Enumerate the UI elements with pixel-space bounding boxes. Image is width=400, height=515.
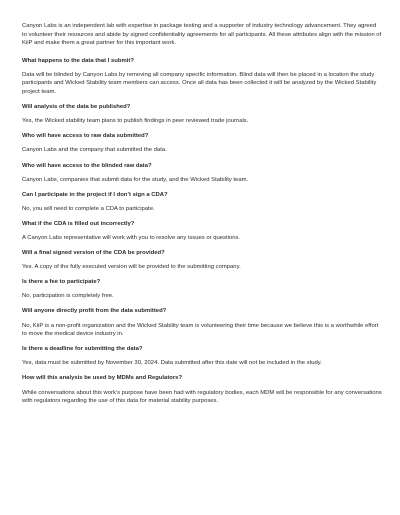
faq-answer: Yes. A copy of the fully executed version will be provided to the submitting company. — [22, 264, 241, 271]
faq-question: Can I participate in the project if I don’t sign a CDA? — [22, 191, 168, 198]
faq-question: What if the CDA is filled out incorrectly? — [22, 220, 135, 227]
faq-question: How will this analysis be used by MDMs and Regulators? — [22, 375, 183, 382]
faq-item — [22, 278, 382, 301]
faq-answer: Data will be blinded by Canyon Labs by removing all company specific information. Blind data will then be placed in a location the study participants and Wicked Stability team members can access. Once all data has been collected it will be analyzed by the Wicked Stability project team. — [22, 71, 377, 96]
faq-question: What happens to the data that I submit? — [22, 57, 134, 64]
faq-answer: No, KiiP is a non-profit organization and the Wicked Stability team is volunteering their time because we believe this is a worthwhile effort to move the medical device industry in. — [22, 322, 379, 338]
faq-answer: While conversations about this work’s purpose have been had with regulatory bodies, each MDM will be responsible for any conversations with regulators regarding the use of this data for material stability purposes. — [22, 389, 382, 405]
faq-answer: No, participation is completely free. — [22, 293, 114, 300]
faq-question: Who will have access to the blinded raw data? — [22, 162, 152, 169]
faq-question: Will analysis of the data be published? — [22, 104, 131, 111]
faq-question: Is there a fee to participate? — [22, 279, 101, 286]
faq-question: Is there a deadline for submitting the data? — [22, 346, 143, 353]
faq-item — [22, 345, 382, 368]
faq-answer: Canyon Labs and the company that submitted the data. — [22, 147, 167, 154]
faq-question: Who will have access to raw data submitted? — [22, 133, 149, 140]
faq-answer: Yes, data must be submitted by November 30, 2024. Data submitted after this date will not be included in the study. — [22, 360, 322, 367]
faq-item — [22, 249, 382, 272]
faq-item — [22, 57, 382, 97]
faq-item — [22, 220, 382, 243]
faq-item — [22, 374, 382, 405]
faq-answer: Canyon Labs, companies that submit data for the study, and the Wicked Stability team. — [22, 176, 249, 183]
faq-question: Will anyone directly profit from the data submitted? — [22, 308, 167, 315]
faq-answer: No, you will need to complete a CDA to participate. — [22, 205, 155, 212]
faq-item — [22, 132, 382, 155]
faq-document — [22, 22, 382, 412]
faq-answer: A Canyon Labs representative will work with you to resolve any issues or questions. — [22, 235, 241, 241]
faq-item — [22, 191, 382, 214]
faq-item — [22, 307, 382, 338]
faq-item — [22, 162, 382, 185]
intro-paragraph: Canyon Labs is an independent lab with expertise in package testing and a supporter of industry technology advancement. They agreed to volunteer their resources and abide by signed confidentiality agreements for all participants. All these attributes align with the mission of KiiP and make them a great partner for this important work. — [22, 23, 382, 47]
faq-question: Will a final signed version of the CDA be provided? — [22, 250, 165, 257]
faq-answer: Yes, the Wicked stability team plans to publish findings in peer reviewed trade journals. — [22, 118, 249, 125]
faq-item — [22, 103, 382, 126]
